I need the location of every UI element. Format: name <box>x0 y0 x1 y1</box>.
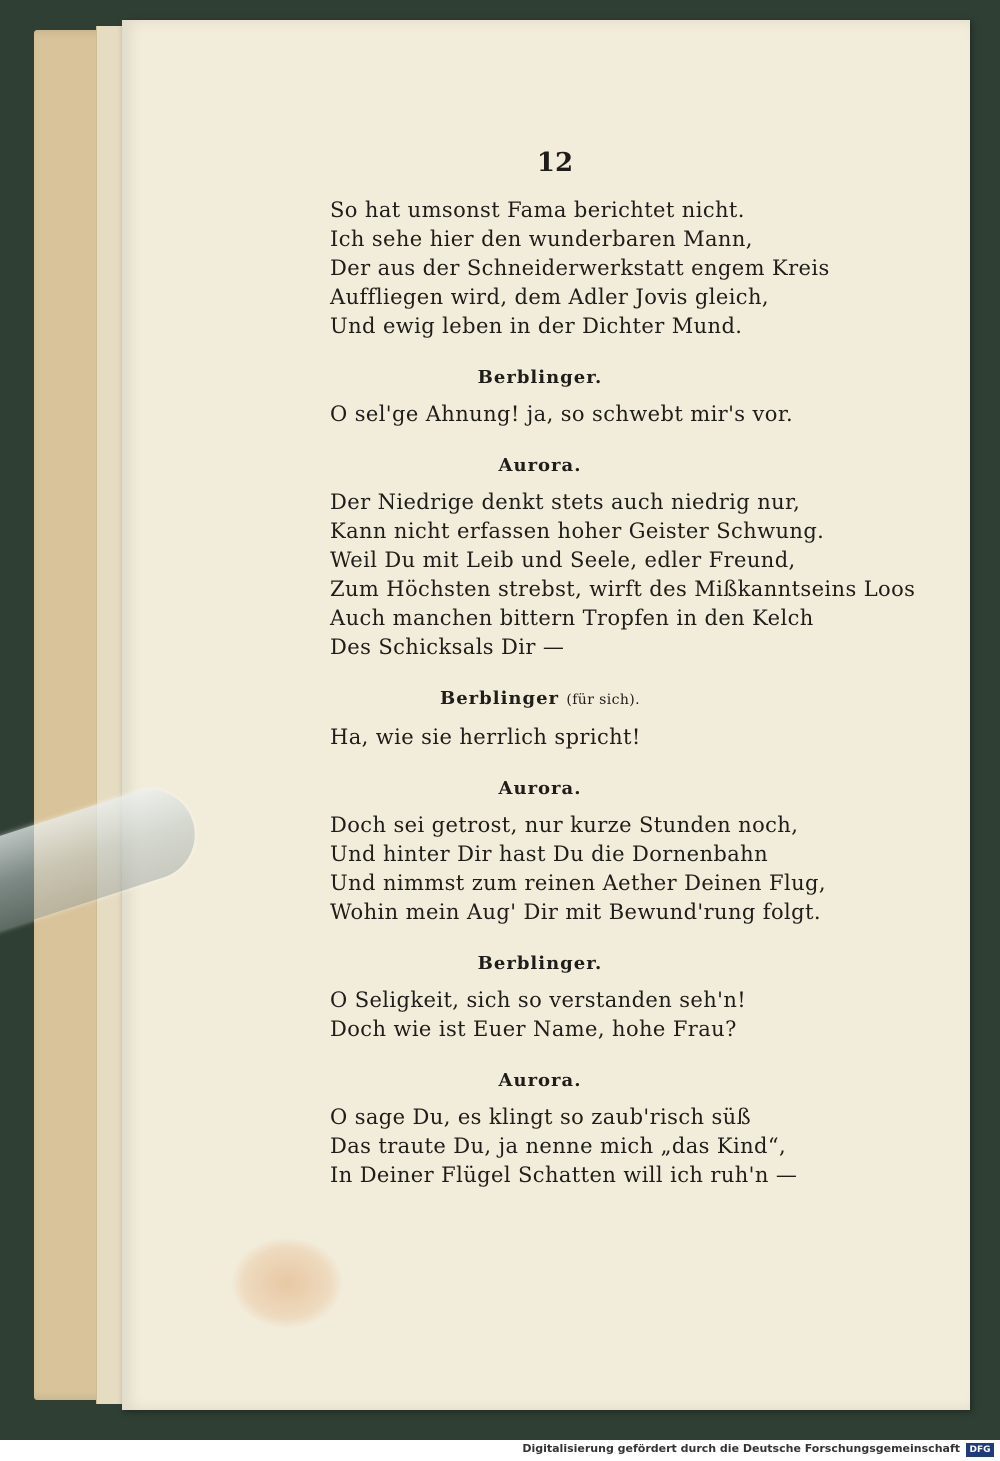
verse-line: Zum Höchsten strebst, wirft des Mißkanntseins Loos <box>330 577 916 601</box>
paper-stain <box>232 1238 342 1328</box>
verse-line: In Deiner Flügel Schatten will ich ruh'n — <box>330 1163 798 1187</box>
page-number: 12 <box>536 148 574 178</box>
verse-stanza <box>330 1103 810 1190</box>
verse-line: O sage Du, es klingt so zaub'risch süß <box>330 1105 752 1129</box>
verse-line: Kann nicht erfassen hoher Geister Schwung. <box>330 519 825 543</box>
verse-stanza <box>330 488 916 662</box>
verse-line: Ha, wie sie herrlich spricht! <box>330 725 641 749</box>
verse-line: Der aus der Schneiderwerkstatt engem Kreis <box>330 256 830 280</box>
verse-line: Und hinter Dir hast Du die Dornenbahn <box>330 842 768 866</box>
verse-line: Das traute Du, ja nenne mich „das Kind“, <box>330 1134 787 1158</box>
dfg-logo-icon: DFG <box>966 1443 994 1457</box>
verse-stanza <box>330 196 830 341</box>
verse-stanza <box>330 811 826 927</box>
verse-stanza <box>330 723 810 752</box>
speaker-label <box>330 949 810 978</box>
verse-line: Und nimmst zum reinen Aether Deinen Flug, <box>330 871 826 895</box>
speaker-name: Berblinger. <box>477 953 603 974</box>
speaker-name: Aurora. <box>498 778 582 799</box>
speaker-label <box>330 684 810 715</box>
verse-line: Und ewig leben in der Dichter Mund. <box>330 314 743 338</box>
verse-line: Weil Du mit Leib und Seele, edler Freund, <box>330 548 796 572</box>
speaker-label <box>330 363 810 392</box>
funding-credit: Digitalisierung gefördert durch die Deutsche Forschungsgemeinschaft <box>522 1442 960 1455</box>
speaker-name: Berblinger <box>440 688 560 709</box>
verse-line: Auch manchen bittern Tropfen in den Kelch <box>330 606 814 630</box>
speaker-name: Aurora. <box>498 1070 582 1091</box>
speaker-label <box>330 774 810 803</box>
verse-line: Doch wie ist Euer Name, hohe Frau? <box>330 1017 737 1041</box>
speaker-name: Berblinger. <box>477 367 603 388</box>
verse-line: Auffliegen wird, dem Adler Jovis gleich, <box>330 285 769 309</box>
speaker-label <box>330 451 810 480</box>
verse-line: Wohin mein Aug' Dir mit Bewund'rung folgt. <box>330 900 821 924</box>
verse-line: Doch sei getrost, nur kurze Stunden noch, <box>330 813 799 837</box>
verse-line: So hat umsonst Fama berichtet nicht. <box>330 198 745 222</box>
verse-line: Der Niedrige denkt stets auch niedrig nur, <box>330 490 801 514</box>
verse-stanza <box>330 986 810 1044</box>
play-text <box>330 196 916 1190</box>
verse-line: Des Schicksals Dir — <box>330 635 565 659</box>
verse-stanza <box>330 400 810 429</box>
speaker-label <box>330 1066 810 1095</box>
verse-line: O Seligkeit, sich so verstanden seh'n! <box>330 988 747 1012</box>
verse-line: Ich sehe hier den wunderbaren Mann, <box>330 227 753 251</box>
verse-line: O sel'ge Ahnung! ja, so schwebt mir's vor. <box>330 402 794 426</box>
stage-direction: (für sich). <box>566 692 640 708</box>
footer-bar <box>0 1440 1000 1461</box>
speaker-name: Aurora. <box>498 455 582 476</box>
